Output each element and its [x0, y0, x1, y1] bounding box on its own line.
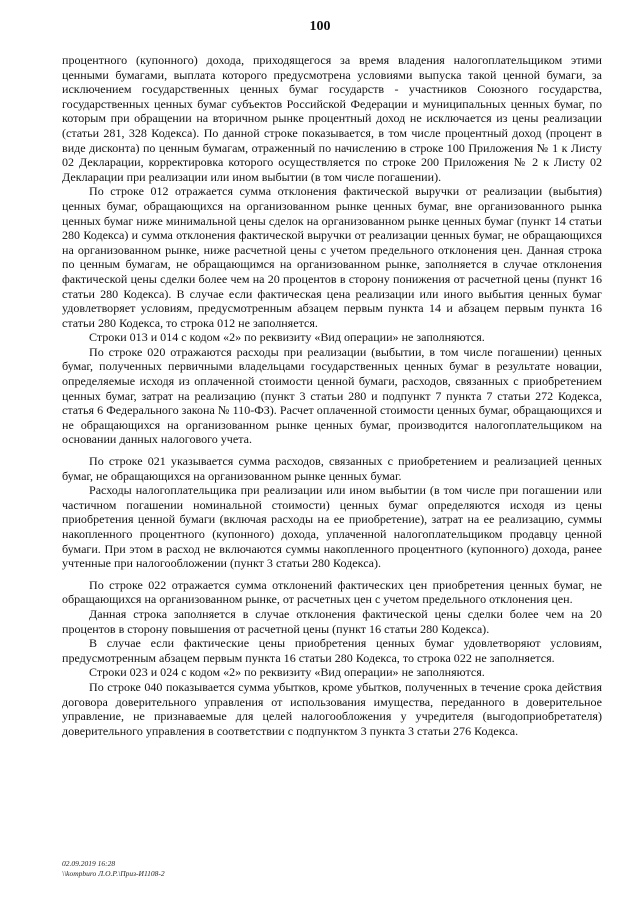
- footer-file-path: \\kompburo Л.О.Р.\Приз-И1108-2: [62, 868, 165, 878]
- paragraph: По строке 022 отражается сумма отклонений фактических цен приобретения ценных бумаг, не обращающихся на организованном рынке, от расчетных цен с учетом предельного отклонения цен.: [62, 577, 602, 607]
- paragraph: По строке 021 указывается сумма расходов, связанных с приобретением и реализацией ценных бумаг, не обращающихся на организованном рынке ценных бумаг.: [62, 454, 602, 483]
- paragraph: По строке 012 отражается сумма отклонения фактической выручки от реализации (выбытия) ценных бумаг, обращающихся на организованном рынке ценных бумаг, вне организованного рынка ценных бумаг ниже минимальной цены сделок на организованном рынке ценных бумаг (пункт 14 статьи 280 Кодекса) и сумма отклонения фактической выручки от реализации ценных бумаг, не обращающихся на организованном рынке, ниже расчетной цены с учетом предельного отклонения цен. Данная строка по ценным бумагам, не обращающимся на организованном рынке, заполняется в случае отклонения фактической цены сделки более чем на 20 процентов в сторону понижения от расчетной цены (пункт 16 статьи 280 Кодекса). В случае если фактическая цена реализации или иного выбытия ценных бумаг удовлетворяет условиям, предусмотренным абзацем первым пункта 14 и абзацем первым пункта 16 статьи 280 Кодекса, то строка 012 не заполняется.: [62, 184, 602, 330]
- paragraph: По строке 040 показывается сумма убытков, кроме убытков, полученных в течение срока действия договора доверительного управления от использования имущества, переданного в доверительное управление, не признаваемые для целей налогообложения у учредителя (выгодоприобретателя) доверительного управления в соответствии с подпунктом 3 пункта 3 статьи 276 Кодекса.: [62, 679, 602, 738]
- paragraph: Строки 023 и 024 с кодом «2» по реквизиту «Вид операции» не заполняются.: [89, 665, 485, 680]
- page-number: 100: [309, 19, 331, 34]
- document-footer: [62, 859, 165, 878]
- footer-timestamp: 02.09.2019 16:28: [62, 859, 116, 868]
- paragraph: Данная строка заполняется в случае отклонения фактической цены сделки более чем на 20 процентов в сторону повышения от расчетной цены (пункт 16 статьи 280 Кодекса).: [62, 606, 602, 636]
- paragraph: процентного (купонного) дохода, приходящегося за время владения налогоплательщиком этими ценными бумагами, выплата которого предусмотрена условиями выпуска такой ценной бумаги, за исключением государственных ценных бумаг государств - участников Союзного государства, государственных ценных бумаг субъектов Российской Федерации и муниципальных ценных бумаг, по которым при обращении на вторичном рынке процентный доход не исключается из цены реализации (статьи 281, 328 Кодекса). По данной строке показывается, в том числе процентный доход (процент в виде дисконта) по ценным бумагам, отраженный по начислению в строке 100 Приложения № 1 к Листу 02 Декларации, корректировка которого осуществляется по строке 200 Приложения № 2 к Листу 02 Декларации при реализации или ином выбытии (в том числе погашении).: [62, 53, 602, 184]
- paragraph: По строке 020 отражаются расходы при реализации (выбытии, в том числе погашении) ценных бумаг, полученных первичными владельцами государственных ценных бумаг в результате новации, определяемые исходя из оплаченной стоимости ценной бумаги, расходов, связанных с приобретением ценных бумаг, затрат на реализацию (пункт 3 статьи 280 и подпункт 7 пункта 7 статьи 272 Кодекса, статья 6 Федерального закона № 110-ФЗ). Расчет оплаченной стоимости ценных бумаг, обращающихся и не обращающихся на организованном рынке ценных бумаг, производится налогоплательщиком на основании данных налогового учета.: [62, 344, 602, 447]
- paragraph: Расходы налогоплательщика при реализации или ином выбытии (в том числе при погашении или частичном погашении номинальной стоимости) ценных бумаг определяются исходя из цены приобретения ценной бумаги (включая расходы на ее приобретение), затрат на ее реализацию, суммы накопленного процентного (купонного) дохода, уплаченной налогоплательщиком продавцу ценной бумаги. При этом в расход не включаются суммы накопленного процентного (купонного) дохода, ранее учтенные при налогообложении (пункт 3 статьи 280 Кодекса).: [62, 483, 602, 571]
- paragraph: Строки 013 и 014 с кодом «2» по реквизиту «Вид операции» не заполняются.: [89, 330, 485, 345]
- paragraph: В случае если фактические цены приобретения ценных бумаг удовлетворяют условиям, предусмотренным абзацем первым пункта 16 статьи 280 Кодекса, то строка 022 не заполняется.: [62, 636, 602, 665]
- document-body: [62, 53, 602, 738]
